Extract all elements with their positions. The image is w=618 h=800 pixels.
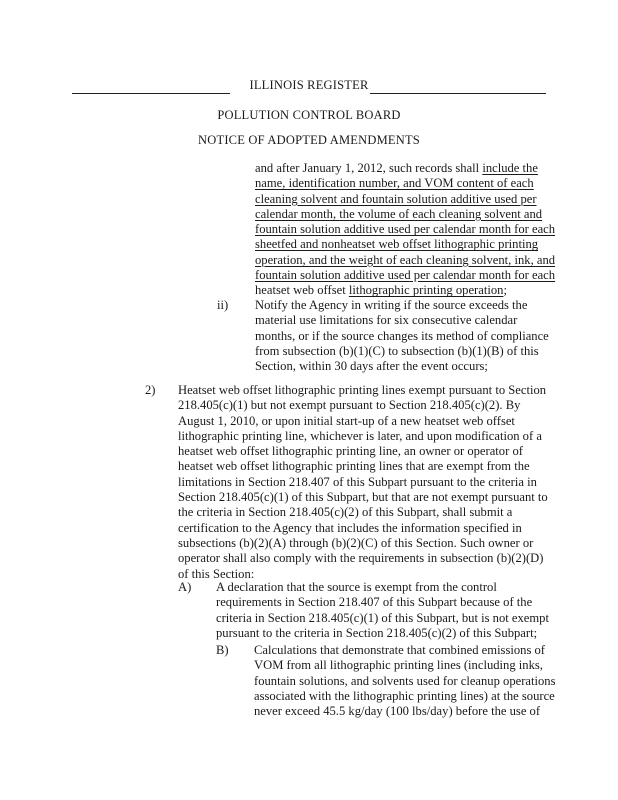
- text-line: operator shall also comply with the requirements in subsection (b)(2)(D): [178, 551, 544, 566]
- text-line: subsections (b)(2)(A) through (b)(2)(C) of this Section. Such owner or: [178, 535, 534, 550]
- header-rule-right: [370, 93, 546, 94]
- amended-text-run: operation, and the weight of each cleaning solvent, ink, and: [255, 252, 556, 267]
- text-line: August 1, 2010, or upon initial start-up of a new heatset web offset: [178, 413, 515, 428]
- amended-text-run: include the: [482, 161, 538, 175]
- amended-text-run: cleaning solvent and fountain solution additive used per: [255, 191, 537, 206]
- text-line: Calculations that demonstrate that combined emissions of: [254, 643, 545, 657]
- amended-text-run: calendar month, the volume of each cleaning solvent and: [255, 206, 543, 221]
- text-line: limitations in Section 218.407 of this Subpart pursuant to the criteria in: [178, 474, 537, 489]
- text-line: [255, 253, 555, 268]
- text-line: from subsection (b)(1)(C) to subsection (b)(1)(B) of this: [255, 343, 539, 358]
- text-line: certification to the Agency that includes the information specified in: [178, 520, 522, 535]
- text-line: pursuant to the criteria in Section 218.405(c)(2) of this Subpart;: [216, 625, 538, 640]
- subsection-2-text: [178, 383, 548, 582]
- text-line: A declaration that the source is exempt from the control: [216, 580, 497, 594]
- amended-text-run: lithographic printing operation: [348, 283, 504, 298]
- text-line: fountain solutions, and solvents used for cleanup operations: [254, 673, 556, 688]
- text-line: Heatset web offset lithographic printing lines exempt pursuant to Section: [178, 383, 547, 397]
- text-line: Section, within 30 days after the event occurs;: [255, 359, 488, 374]
- text-line: material use limitations for six consecutive calendar: [255, 313, 518, 328]
- amended-text-run: name, identification number, and VOM content of each: [255, 176, 534, 191]
- text-line: 218.405(c)(1) but not exempt pursuant to Section 218.405(c)(2). By: [178, 398, 521, 413]
- text-line: never exceed 45.5 kg/day (100 lbs/day) before the use of: [254, 704, 541, 719]
- notice-title: NOTICE OF ADOPTED AMENDMENTS: [198, 133, 420, 147]
- text-line: requirements in Section 218.407 of this Subpart because of the: [216, 595, 533, 610]
- amended-text-run: fountain solution additive used per calendar month for each: [255, 268, 556, 283]
- text-run: heatset web offset: [255, 283, 349, 298]
- board-title: POLLUTION CONTROL BOARD: [217, 108, 401, 122]
- text-line: [255, 237, 555, 252]
- register-title: ILLINOIS REGISTER: [249, 78, 369, 92]
- subsection-B-text: [254, 643, 556, 719]
- text-line: [255, 192, 555, 207]
- text-line: criteria in Section 218.405(c)(1) of this Subpart, but is not exempt: [216, 610, 549, 625]
- subsection-label-2: 2): [145, 383, 156, 397]
- text-run: ;: [503, 283, 507, 298]
- text-line: [255, 283, 555, 298]
- text-line: lithographic printing line, whichever is later, and upon modification of a: [178, 428, 542, 443]
- text-line: Section 218.405(c)(1) of this Subpart, but that are not exempt pursuant to: [178, 490, 548, 505]
- subsection-A-text: [216, 580, 549, 641]
- text-line: the criteria in Section 218.405(c)(2) of this Subpart, shall submit a: [178, 505, 513, 520]
- text-line: associated with the lithographic printing lines) at the source: [254, 688, 555, 703]
- text-line: [255, 207, 555, 222]
- text-line: heatset web offset lithographic printing lines that are exempt from the: [178, 459, 530, 474]
- text-line: Notify the Agency in writing if the source exceeds the: [255, 298, 528, 312]
- amended-text-run: fountain solution additive used per calendar month for each: [255, 222, 556, 237]
- header-rule-left: [72, 93, 230, 94]
- text-line: months, or if the source changes its method of compliance: [255, 328, 549, 343]
- text-line: heatset web offset lithographic printing line, an owner or operator of: [178, 444, 523, 459]
- text-line: [255, 222, 555, 237]
- text-line: VOM from all lithographic printing lines (including inks,: [254, 658, 543, 673]
- text-line: [255, 268, 555, 283]
- amended-text-run: sheetfed and nonheatset web offset lithographic printing: [255, 237, 539, 252]
- subsection-label-A: A): [178, 580, 192, 594]
- text-line: of this Section:: [178, 566, 255, 581]
- records-paragraph: [255, 161, 555, 299]
- subsection-ii-text: [255, 298, 549, 374]
- subsection-label-ii: ii): [217, 298, 229, 312]
- text-run: and after January 1, 2012, such records shall: [255, 161, 483, 175]
- subsection-label-B: B): [216, 643, 229, 657]
- text-line: [255, 161, 555, 176]
- text-line: [255, 176, 555, 191]
